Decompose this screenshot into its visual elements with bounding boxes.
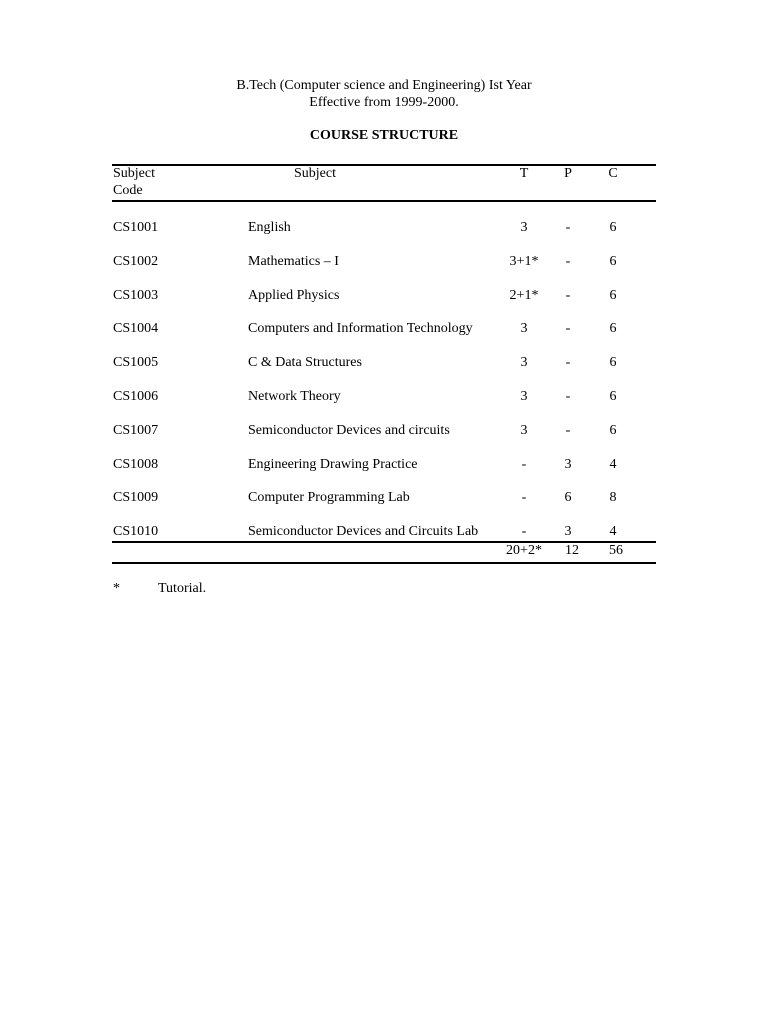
t-cell: 3+1* — [509, 254, 539, 269]
subject-code-cell: CS1007 — [113, 423, 159, 438]
p-cell: - — [565, 355, 571, 370]
column-header-code-line2: Code — [113, 183, 143, 198]
c-cell: 8 — [609, 490, 617, 505]
total-t: 20+2* — [506, 543, 542, 558]
subject-name-cell: Network Theory — [248, 389, 341, 404]
total-p: 12 — [565, 543, 579, 558]
c-cell: 6 — [609, 355, 617, 370]
c-cell: 6 — [609, 254, 617, 269]
c-cell: 6 — [609, 423, 617, 438]
subject-code-cell: CS1009 — [113, 490, 159, 505]
t-cell: - — [521, 490, 527, 505]
table-bottom-rule — [112, 562, 656, 564]
subject-code-cell: CS1004 — [113, 321, 159, 336]
column-header-p: P — [564, 166, 572, 181]
subject-code-cell: CS1001 — [113, 220, 159, 235]
p-cell: 6 — [564, 490, 572, 505]
subject-name-cell: English — [248, 220, 291, 235]
t-cell: 3 — [520, 321, 528, 336]
subject-code-cell: CS1002 — [113, 254, 159, 269]
column-header-c: C — [608, 166, 618, 181]
c-cell: 4 — [609, 457, 617, 472]
subject-code-cell: CS1005 — [113, 355, 159, 370]
c-cell: 6 — [609, 389, 617, 404]
column-header-t: T — [519, 166, 529, 181]
subject-code-cell: CS1003 — [113, 288, 159, 303]
c-cell: 4 — [609, 524, 617, 539]
footnote-text: Tutorial. — [158, 581, 207, 596]
subject-name-cell: Engineering Drawing Practice — [248, 457, 418, 472]
subject-name-cell: Computers and Information Technology — [248, 321, 473, 336]
t-cell: 2+1* — [509, 288, 539, 303]
c-cell: 6 — [609, 321, 617, 336]
p-cell: - — [565, 321, 571, 336]
subject-code-cell: CS1010 — [113, 524, 159, 539]
document-heading-line1: B.Tech (Computer science and Engineering) Ist Year — [236, 78, 532, 93]
table-header-rule — [112, 200, 656, 202]
subject-name-cell: Mathematics – I — [248, 254, 339, 269]
t-cell: - — [521, 524, 527, 539]
subject-name-cell: Applied Physics — [248, 288, 340, 303]
p-cell: - — [565, 389, 571, 404]
p-cell: - — [565, 220, 571, 235]
subject-code-cell: CS1008 — [113, 457, 159, 472]
p-cell: - — [565, 423, 571, 438]
p-cell: - — [565, 288, 571, 303]
c-cell: 6 — [609, 288, 617, 303]
t-cell: 3 — [520, 423, 528, 438]
document-heading-line2: Effective from 1999-2000. — [309, 95, 459, 110]
subject-name-cell: Semiconductor Devices and Circuits Lab — [248, 524, 479, 539]
footnote-symbol: * — [113, 581, 120, 596]
column-header-code-line1: Subject — [113, 166, 155, 181]
column-header-subject: Subject — [294, 166, 336, 181]
t-cell: - — [521, 457, 527, 472]
subject-code-cell: CS1006 — [113, 389, 159, 404]
total-c: 56 — [609, 543, 623, 558]
subject-name-cell: C & Data Structures — [248, 355, 362, 370]
c-cell: 6 — [609, 220, 617, 235]
subject-name-cell: Semiconductor Devices and circuits — [248, 423, 450, 438]
document-title: COURSE STRUCTURE — [309, 128, 459, 143]
t-cell: 3 — [520, 355, 528, 370]
p-cell: - — [565, 254, 571, 269]
p-cell: 3 — [564, 524, 572, 539]
t-cell: 3 — [520, 220, 528, 235]
t-cell: 3 — [520, 389, 528, 404]
subject-name-cell: Computer Programming Lab — [248, 490, 410, 505]
p-cell: 3 — [564, 457, 572, 472]
